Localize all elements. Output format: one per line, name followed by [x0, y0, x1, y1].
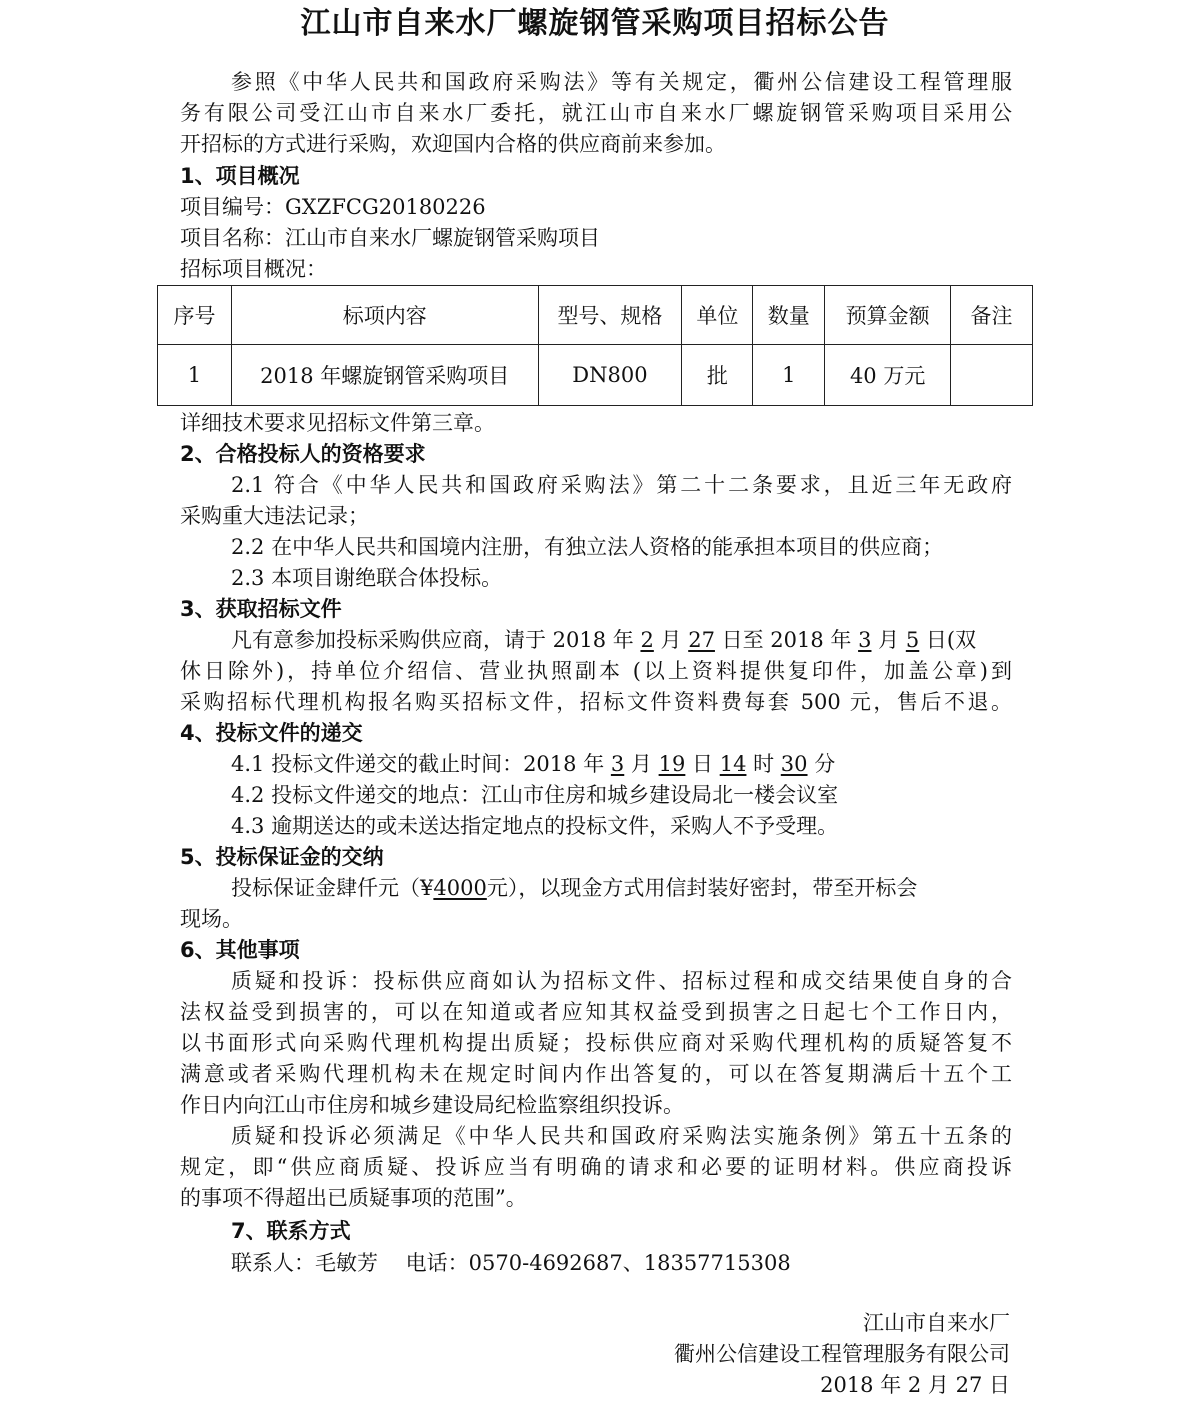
section-4-heading: 4、投标文件的递交 — [180, 721, 363, 745]
qualification-2-1-line-2: 采购重大违法记录； — [180, 504, 369, 528]
complaints-para-2-line-3: 的事项不得超出已质疑事项的范围”。 — [180, 1186, 527, 1210]
header-cell: 序号 — [158, 286, 232, 345]
section-1-heading: 1、项目概况 — [180, 164, 300, 188]
document-title: 江山市自来水厂螺旋钢管采购项目招标公告 — [300, 6, 890, 41]
table-cell: 2018 年螺旋钢管采购项目 — [231, 345, 538, 406]
header-cell: 型号、规格 — [538, 286, 682, 345]
complaints-para-1-line-4: 满意或者采购代理机构未在规定时间内作出答复的，可以在答复期满后十五个工 — [180, 1062, 1012, 1086]
submission-location: 4.2 投标文件递交的地点：江山市住房和城乡建设局北一楼会议室 — [231, 783, 839, 807]
submission-deadline: 4.1 投标文件递交的截止时间：2018 年 3 月 19 日 14 时 30 分 — [231, 752, 836, 776]
project-overview-label: 招标项目概况： — [180, 257, 327, 281]
deadline-day: 19 — [658, 752, 686, 776]
bid-deposit-line-1: 投标保证金肆仟元（¥4000元），以现金方式用信封装好密封，带至开标会 — [231, 876, 918, 900]
intro-line-2: 务有限公司受江山市自来水厂委托，就江山市自来水厂螺旋钢管采购项目采用公 — [180, 101, 1012, 125]
header-cell: 数量 — [753, 286, 825, 345]
table-cell — [951, 345, 1033, 406]
project-name: 项目名称：江山市自来水厂螺旋钢管采购项目 — [180, 226, 600, 250]
table-cell: 批 — [682, 345, 753, 406]
complaints-para-1-line-5: 作日内向江山市住房和城乡建设局纪检监察组织投诉。 — [180, 1093, 684, 1117]
contact-info: 联系人：毛敏芳 电话：0570-4692687、18357715308 — [231, 1251, 791, 1275]
section-7-heading: 7、联系方式 — [231, 1219, 351, 1243]
qualification-2-2: 2.2 在中华人民共和国境内注册，有独立法人资格的能承担本项目的供应商； — [231, 535, 944, 559]
complaints-para-1-line-1: 质疑和投诉：投标供应商如认为招标文件、招标过程和成交结果使自身的合 — [231, 969, 1012, 993]
document-acquisition-line-3: 采购招标代理机构报名购买招标文件，招标文件资料费每套 500 元，售后不退。 — [180, 690, 1012, 714]
complaints-para-1-line-2: 法权益受到损害的，可以在知道或者应知其权益受到损害之日起七个工作日内， — [180, 1000, 1012, 1024]
section-5-heading: 5、投标保证金的交纳 — [180, 845, 384, 869]
table-cell: 1 — [753, 345, 825, 406]
header-cell: 备注 — [951, 286, 1033, 345]
bid-items-table — [157, 285, 1033, 406]
tech-requirements-note: 详细技术要求见招标文件第三章。 — [180, 411, 495, 435]
late-submission-note: 4.3 逾期送达的或未送达指定地点的投标文件，采购人不予受理。 — [231, 814, 839, 838]
document-acquisition-line-2: 休日除外)，持单位介绍信、营业执照副本 (以上资料提供复印件，加盖公章)到 — [180, 659, 1012, 683]
table-cell: DN800 — [538, 345, 682, 406]
table-cell: 40 万元 — [825, 345, 951, 406]
qualification-2-1-line-1: 2.1 符合《中华人民共和国政府采购法》第二十二条要求，且近三年无政府 — [231, 473, 1012, 497]
start-month: 2 — [640, 628, 654, 652]
qualification-2-3: 2.3 本项目谢绝联合体投标。 — [231, 566, 503, 590]
header-cell: 单位 — [682, 286, 753, 345]
complaints-para-2-line-1: 质疑和投诉必须满足《中华人民共和国政府采购法实施条例》第五十五条的 — [231, 1124, 1012, 1148]
table-cell: 1 — [158, 345, 232, 406]
intro-line-3: 开招标的方式进行采购，欢迎国内合格的供应商前来参加。 — [180, 132, 726, 156]
project-number: 项目编号：GXZFCG20180226 — [180, 195, 486, 219]
end-month: 3 — [858, 628, 872, 652]
document-acquisition-line-1: 凡有意参加投标采购供应商，请于 2018 年 2 月 27 日至 2018 年 3 月 5 日(双 — [231, 628, 977, 652]
header-cell: 预算金额 — [825, 286, 951, 345]
table-row — [158, 345, 1033, 406]
signature-date: 2018 年 2 月 27 日 — [820, 1373, 1010, 1397]
intro-line-1: 参照《中华人民共和国政府采购法》等有关规定，衢州公信建设工程管理服 — [231, 70, 1012, 94]
complaints-para-1-line-3: 以书面形式向采购代理机构提出质疑；投标供应商对采购代理机构的质疑答复不 — [180, 1031, 1012, 1055]
bid-deposit-line-2: 现场。 — [180, 907, 243, 931]
deadline-hour: 14 — [719, 752, 747, 776]
deadline-month: 3 — [610, 752, 625, 776]
signature-org-2: 衢州公信建设工程管理服务有限公司 — [674, 1342, 1010, 1366]
deadline-minute: 30 — [780, 752, 808, 776]
complaints-para-2-line-2: 规定，即“供应商质疑、投诉应当有明确的请求和必要的证明材料。供应商投诉 — [180, 1155, 1012, 1179]
header-cell: 标项内容 — [231, 286, 538, 345]
end-day: 5 — [905, 628, 920, 652]
start-day: 27 — [688, 628, 715, 652]
signature-org-1: 江山市自来水厂 — [863, 1311, 1010, 1335]
table-header-row — [158, 286, 1033, 345]
section-3-heading: 3、获取招标文件 — [180, 597, 342, 621]
section-2-heading: 2、合格投标人的资格要求 — [180, 442, 426, 466]
deposit-amount: 4000 — [433, 876, 487, 900]
section-6-heading: 6、其他事项 — [180, 938, 300, 962]
